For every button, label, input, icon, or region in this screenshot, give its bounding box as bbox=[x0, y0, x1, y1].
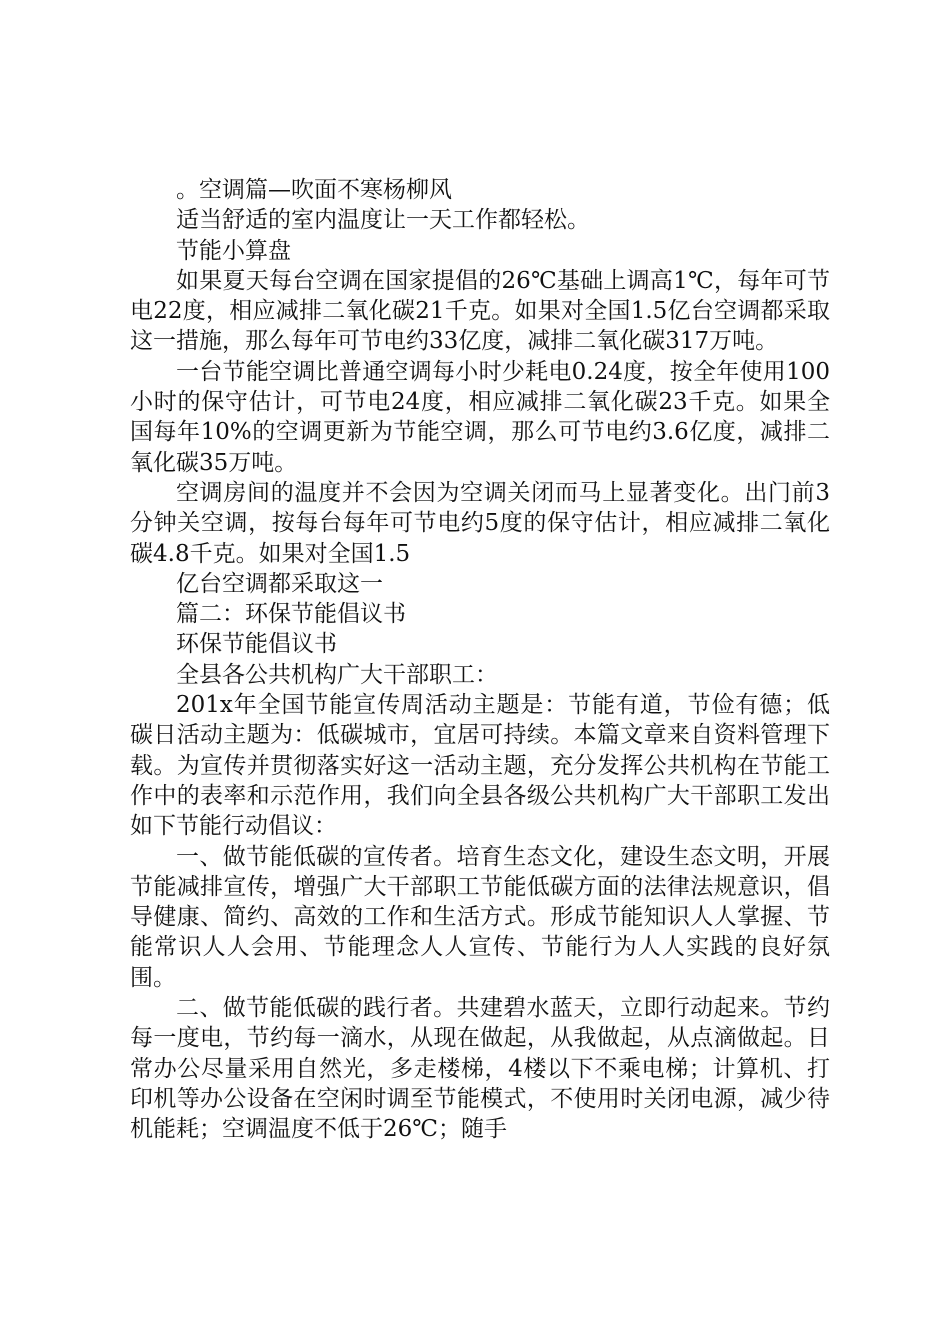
paragraph: 。空调篇—吹面不寒杨柳风 bbox=[176, 177, 452, 203]
paragraph: 二、做节能低碳的践行者。共建碧水蓝天，立即行动起来。节约每一度电，节约每一滴水，从现在做起，从我做起，从点滴做起。日常办公尽量采用自然光，多走楼梯，4楼以下不乘电梯；计算机、打印机等办公设备在空闲时调至节能模式，不使用时关闭电源，减少待机能耗；空调温度不低于26℃；随手 bbox=[130, 995, 830, 1143]
paragraph: 亿台空调都采取这一 bbox=[176, 570, 383, 597]
salutation: 全县各公共机构广大干部职工： bbox=[176, 661, 498, 688]
document-body bbox=[130, 175, 830, 1145]
paragraph: 一台节能空调比普通空调每小时少耗电0.24度，按全年使用100小时的保守估计，可节电24度，相应减排二氧化碳23千克。如果全国每年10%的空调更新为节能空调，那么可节电约3.6亿度，减排二氧化碳35万吨。 bbox=[130, 358, 830, 476]
paragraph: 一、做节能低碳的宣传者。培育生态文化，建设生态文明，开展节能减排宣传，增强广大干部职工节能低碳方面的法律法规意识，倡导健康、简约、高效的工作和生活方式。形成节能知识人人掌握、节能常识人人会用、节能理念人人宣传、节能行为人人实践的良好氛围。 bbox=[130, 843, 830, 991]
paragraph: 空调房间的温度并不会因为空调关闭而马上显著变化。出门前3分钟关空调，按每台每年可节电约5度的保守估计，相应减排二氧化碳4.8千克。如果对全国1.5 bbox=[130, 479, 830, 567]
paragraph: 如果夏天每台空调在国家提倡的26℃基础上调高1℃，每年可节电22度，相应减排二氧化碳21千克。如果对全国1.5亿台空调都采取这一措施，那么每年可节电约33亿度，减排二氧化碳317万吨。 bbox=[130, 267, 830, 355]
paragraph: 适当舒适的室内温度让一天工作都轻松。 bbox=[176, 207, 590, 234]
paragraph: 201x年全国节能宣传周活动主题是：节能有道，节俭有德；低碳日活动主题为：低碳城市，宜居可持续。本篇文章来自资料管理下载。为宣传并贯彻落实好这一活动主题，充分发挥公共机构在节能工作中的表率和示范作用，我们向全县各级公共机构广大干部职工发出如下节能行动倡议： bbox=[130, 692, 830, 840]
document-title: 环保节能倡议书 bbox=[176, 631, 337, 658]
paragraph: 节能小算盘 bbox=[176, 237, 291, 264]
section-heading: 篇二：环保节能倡议书 bbox=[176, 601, 406, 628]
